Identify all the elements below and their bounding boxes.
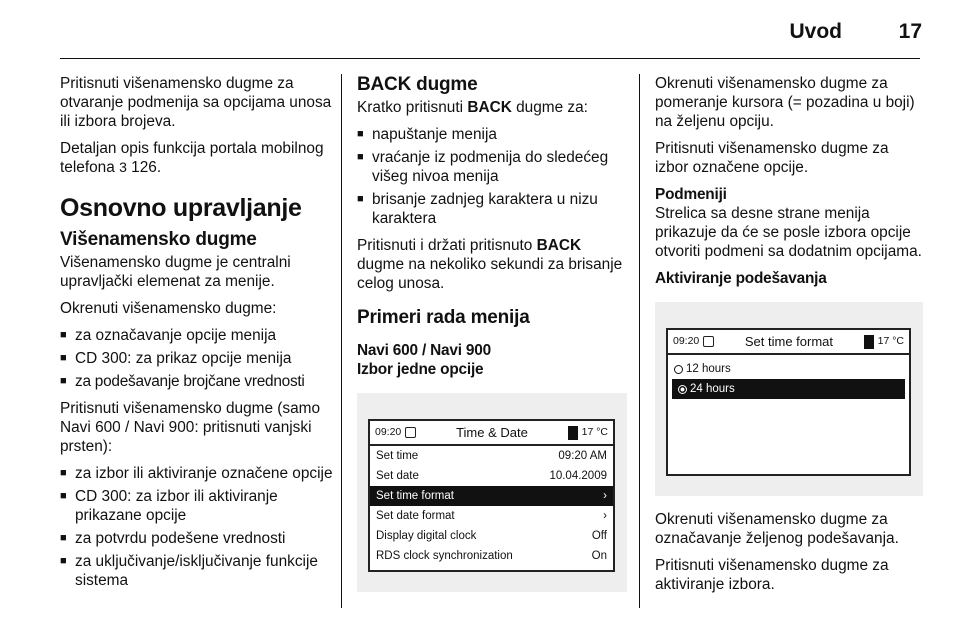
paragraph: Okrenuti višenamensko dugme za pomeranje kursora (= pozadina u boji) na željenu opciju. (655, 75, 915, 130)
paragraph: Pritisnuti višenamensko dugme za izbor označene opcije. (655, 140, 889, 176)
clock-icon (405, 427, 416, 438)
screen-status-bar (370, 421, 613, 446)
list-item: ■ CD 300: za prikaz opcije menija (60, 349, 336, 368)
list-item: ■ za izbor ili aktiviranje označene opcije (60, 464, 336, 483)
paragraph: Višenamensko dugme je centralni upravljački elemenat za menije. (60, 254, 291, 290)
option-24-hours[interactable]: 24 hours (672, 379, 905, 399)
column-divider-1 (341, 74, 342, 608)
paragraph: Pritisnuti višenamensko dugme za otvaranje podmenija sa opcijama unosa ili izbora brojeva. (60, 75, 332, 130)
paragraph: Okrenuti višenamensko dugme: (60, 300, 277, 317)
screenshot-time-date (357, 393, 627, 592)
header-rule (60, 58, 920, 59)
paragraph: Pritisnuti višenamensko dugme za aktiviranje izbora. (655, 557, 889, 593)
thermometer-icon (864, 335, 874, 349)
paragraph: Okrenuti višenamensko dugme za označavanje željenog podešavanja. (655, 511, 899, 547)
list-item: ■ za potvrdu podešene vrednosti (60, 529, 336, 548)
list-item: ■ vraćanje iz podmenija do sledećeg višeg nivoa menija (357, 148, 627, 186)
section-heading: Osnovno upravljanje (60, 194, 302, 222)
radio-off-icon (674, 365, 683, 374)
minor-heading: Aktiviranje podešavanja (655, 270, 827, 287)
option-12-hours[interactable]: 12 hours (668, 359, 909, 379)
column-1 (60, 74, 336, 598)
column-divider-2 (639, 74, 640, 608)
screen-temperature: 17 °C (581, 426, 608, 438)
screen-status-bar (668, 330, 909, 355)
list-item: ■ napuštanje menija (357, 125, 627, 144)
screen-clock: 09:20 (375, 426, 402, 438)
list-item: ■ CD 300: za izbor ili aktiviranje prikazane opcije (60, 487, 336, 525)
paragraph: Kratko pritisnuti BACK dugme za: (357, 99, 588, 116)
bullet-list (60, 326, 336, 391)
radio-on-icon (678, 385, 687, 394)
page-number: 17 (898, 20, 922, 43)
chevron-right-icon: › (603, 489, 607, 502)
screen-title: Time & Date (456, 425, 528, 440)
bullet-list (60, 464, 336, 590)
page-header (0, 0, 960, 58)
minor-heading: Izbor jedne opcije (357, 361, 484, 378)
screenshot-set-time-format (655, 302, 923, 496)
chapter-title: Uvod (789, 20, 842, 43)
list-item: ■ za uključivanje/isključivanje funkcije sistema (60, 552, 336, 590)
menu-item-rds-clock-sync[interactable]: RDS clock synchronization On (376, 549, 607, 562)
menu-item-set-date[interactable]: Set date 10.04.2009 (376, 469, 607, 482)
subsection-heading: BACK dugme (357, 74, 478, 95)
list-item: ■ za označavanje opcije menija (60, 326, 336, 345)
column-2 (357, 74, 627, 592)
screen-title: Set time format (744, 334, 834, 349)
thermometer-icon (568, 426, 578, 440)
paragraph: Detaljan opis funkcija portala mobilnog telefona 3 126. (60, 140, 324, 176)
menu-item-set-date-format[interactable]: Set date format › (370, 506, 613, 526)
paragraph: Pritisnuti višenamensko dugme (samo Navi 600 / Navi 900: pritisnuti vanjski prsten): (60, 400, 321, 455)
list-item: ■ za podešavanje brojčane vrednosti (60, 372, 336, 391)
display-screen (368, 419, 615, 572)
menu-item-set-time-format[interactable]: Set time format › (370, 486, 613, 506)
screen-temperature: 17 °C (877, 335, 904, 347)
minor-heading: Podmeniji (655, 186, 727, 203)
subsection-heading: Višenamensko dugme (60, 229, 257, 250)
page-reference-icon: 3 (119, 159, 127, 175)
screen-clock: 09:20 (673, 335, 700, 347)
menu-item-set-time[interactable]: Set time 09:20 AM (376, 449, 607, 462)
page-reference-link[interactable]: 126. (131, 159, 162, 176)
menu-item-display-digital-clock[interactable]: Display digital clock Off (376, 529, 607, 542)
chevron-right-icon: › (603, 509, 607, 522)
paragraph: Pritisnuti i držati pritisnuto BACK dugme na nekoliko sekundi za brisanje celog unosa. (357, 237, 623, 292)
bullet-list (357, 125, 627, 228)
display-screen (666, 328, 911, 476)
subsection-heading: Primeri rada menija (357, 307, 530, 328)
column-3 (655, 74, 923, 602)
clock-icon (703, 336, 714, 347)
list-item: ■ brisanje zadnjeg karaktera u nizu karaktera (357, 190, 627, 228)
paragraph: Strelica sa desne strane menija prikazuje da će se posle izbora opcije otvoriti podmeni sa dodatnim opcijama. (655, 205, 922, 260)
minor-heading: Navi 600 / Navi 900 (357, 342, 491, 359)
